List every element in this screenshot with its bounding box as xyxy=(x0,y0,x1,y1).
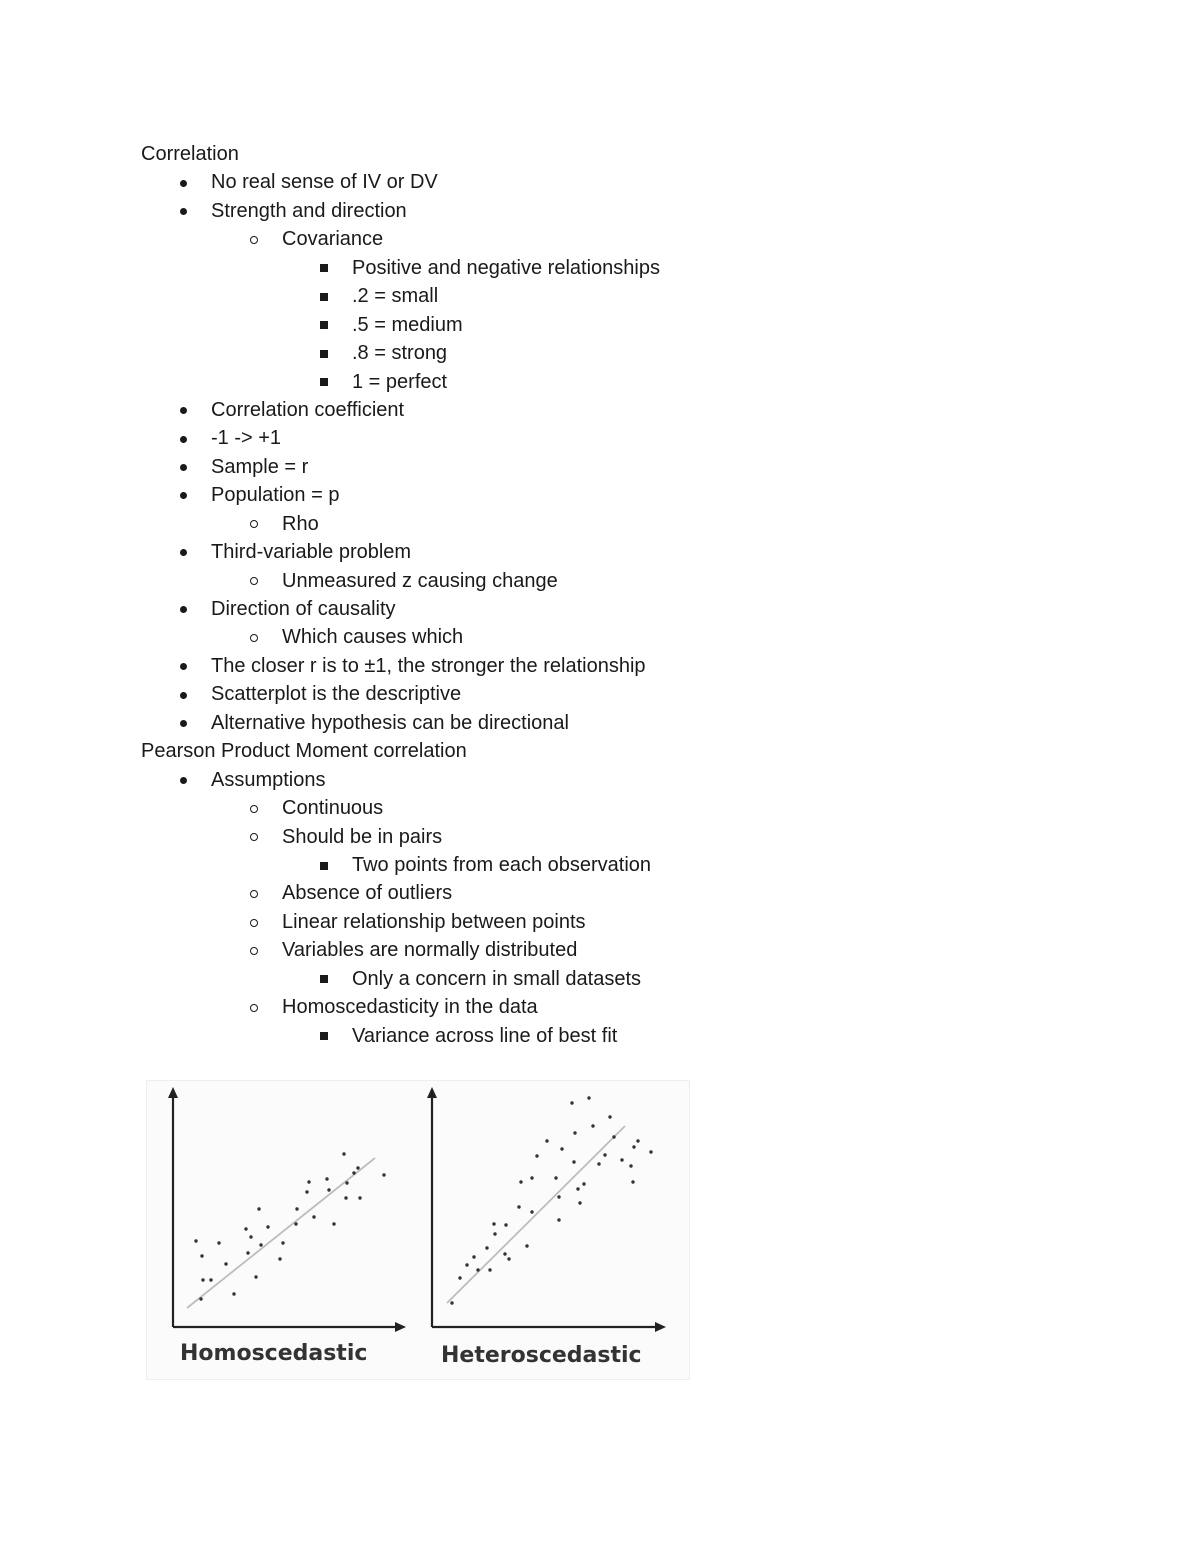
right-point xyxy=(608,1115,611,1118)
list-item xyxy=(141,623,841,651)
list-item xyxy=(141,311,841,339)
list-item xyxy=(141,794,841,822)
left-point xyxy=(254,1275,257,1278)
right-point xyxy=(597,1162,600,1165)
right-point xyxy=(578,1201,581,1204)
list-item-text: .2 = small xyxy=(352,285,439,308)
disc-bullet-icon xyxy=(173,538,193,566)
circle-bullet-icon xyxy=(244,936,264,964)
left-point xyxy=(217,1241,220,1244)
right-point xyxy=(545,1139,548,1142)
list-item-text: 1 = perfect xyxy=(352,370,448,393)
right-point xyxy=(530,1176,533,1179)
list-item xyxy=(141,709,841,737)
circle-bullet-icon xyxy=(244,823,264,851)
list-item xyxy=(141,396,841,424)
left-point xyxy=(382,1173,385,1176)
left-point xyxy=(352,1171,355,1174)
right-point xyxy=(557,1218,560,1221)
left-point xyxy=(312,1215,315,1218)
list-item-text: Unmeasured z causing change xyxy=(282,569,558,592)
left-point xyxy=(249,1235,252,1238)
right-point xyxy=(504,1223,507,1226)
right-point xyxy=(493,1232,496,1235)
right-point xyxy=(472,1255,475,1258)
list-item xyxy=(141,652,841,680)
left-caption: Homoscedastic xyxy=(180,1341,368,1366)
square-bullet-icon xyxy=(314,851,334,879)
right-point xyxy=(503,1252,506,1255)
list-item-text: -1 -> +1 xyxy=(211,427,282,450)
list-item xyxy=(141,908,841,936)
section-heading xyxy=(141,737,841,765)
right-point xyxy=(636,1139,639,1142)
list-item xyxy=(141,453,841,481)
right-point xyxy=(530,1210,533,1213)
left-point xyxy=(358,1196,361,1199)
list-item xyxy=(141,936,841,964)
right-point xyxy=(476,1268,479,1271)
right-point xyxy=(517,1205,520,1208)
left-point xyxy=(266,1225,269,1228)
right-caption: Heteroscedastic xyxy=(441,1343,642,1368)
left-point xyxy=(224,1262,227,1265)
list-item-text: Variance across line of best fit xyxy=(352,1024,618,1047)
list-item-text: Should be in pairs xyxy=(282,825,443,848)
right-point xyxy=(587,1096,590,1099)
left-point xyxy=(244,1227,247,1230)
list-item-text: Which causes which xyxy=(282,626,464,649)
left-y-arrow-icon xyxy=(168,1087,178,1098)
right-point xyxy=(525,1244,528,1247)
list-item xyxy=(141,680,841,708)
left-point xyxy=(246,1251,249,1254)
disc-bullet-icon xyxy=(173,481,193,509)
right-point xyxy=(612,1135,615,1138)
left-point xyxy=(199,1297,202,1300)
list-item xyxy=(141,567,841,595)
circle-bullet-icon xyxy=(244,510,264,538)
right-point xyxy=(603,1153,606,1156)
disc-bullet-icon xyxy=(173,680,193,708)
right-point xyxy=(632,1145,635,1148)
left-point xyxy=(305,1190,308,1193)
list-item-text: Sample = r xyxy=(211,455,309,478)
left-point xyxy=(278,1257,281,1260)
list-item-text: Positive and negative relationships xyxy=(352,256,660,279)
left-point xyxy=(209,1278,212,1281)
list-item-text: .5 = medium xyxy=(352,313,463,336)
right-point xyxy=(572,1160,575,1163)
disc-bullet-icon xyxy=(173,766,193,794)
left-panel xyxy=(168,1087,406,1366)
list-item-text: No real sense of IV or DV xyxy=(211,171,438,194)
right-x-arrow-icon xyxy=(655,1322,666,1332)
list-item xyxy=(141,1022,841,1050)
left-point xyxy=(232,1292,235,1295)
left-point xyxy=(325,1177,328,1180)
circle-bullet-icon xyxy=(244,567,264,595)
right-point xyxy=(582,1182,585,1185)
left-x-arrow-icon xyxy=(395,1322,406,1332)
disc-bullet-icon xyxy=(173,652,193,680)
list-item xyxy=(141,225,841,253)
list-item-text: Direction of causality xyxy=(211,598,396,620)
list-item xyxy=(141,510,841,538)
disc-bullet-icon xyxy=(173,595,193,623)
list-item-text: Pearson Product Moment correlation xyxy=(141,740,467,763)
list-item-text: Variables are normally distributed xyxy=(282,939,578,962)
circle-bullet-icon xyxy=(244,993,264,1021)
right-point xyxy=(450,1301,453,1304)
list-item xyxy=(141,965,841,993)
square-bullet-icon xyxy=(314,965,334,993)
list-item-text: Assumptions xyxy=(211,768,326,791)
list-item-text: Continuous xyxy=(282,797,384,820)
left-point xyxy=(201,1278,204,1281)
list-item-text: The closer r is to ±1, the stronger the relationship xyxy=(211,654,646,677)
right-point xyxy=(576,1187,579,1190)
left-point xyxy=(295,1207,298,1210)
list-item-text: Rho xyxy=(282,512,319,535)
left-point xyxy=(200,1254,203,1257)
square-bullet-icon xyxy=(314,368,334,396)
disc-bullet-icon xyxy=(173,709,193,737)
right-point xyxy=(458,1276,461,1279)
left-point xyxy=(327,1188,330,1191)
right-point xyxy=(557,1195,560,1198)
list-item xyxy=(141,168,841,196)
list-item xyxy=(141,254,841,282)
left-fit-line xyxy=(187,1158,375,1308)
list-item-text: Scatterplot is the descriptive xyxy=(211,683,462,706)
list-item xyxy=(141,851,841,879)
list-item xyxy=(141,368,841,396)
left-point xyxy=(194,1239,197,1242)
scatterplot-svg xyxy=(147,1081,689,1379)
list-item xyxy=(141,595,841,623)
disc-bullet-icon xyxy=(173,396,193,424)
left-point xyxy=(345,1181,348,1184)
left-point xyxy=(342,1152,345,1155)
square-bullet-icon xyxy=(314,311,334,339)
list-item xyxy=(141,481,841,509)
right-point xyxy=(492,1222,495,1225)
list-item-text: Correlation coefficient xyxy=(211,398,405,421)
square-bullet-icon xyxy=(314,254,334,282)
right-point xyxy=(629,1164,632,1167)
list-item xyxy=(141,424,841,452)
list-item-text: Third-variable problem xyxy=(211,541,412,564)
right-point xyxy=(554,1176,557,1179)
right-panel xyxy=(427,1087,666,1368)
list-item-text: .8 = strong xyxy=(352,342,448,365)
list-item xyxy=(141,823,841,851)
list-item xyxy=(141,538,841,566)
list-item-text: Two points from each observation xyxy=(352,853,652,876)
section-heading xyxy=(141,140,841,168)
notes-outline xyxy=(141,140,841,1050)
list-item-text: Linear relationship between points xyxy=(282,910,586,933)
list-item-text: Covariance xyxy=(282,228,384,251)
right-point xyxy=(570,1101,573,1104)
document-body xyxy=(141,140,841,1050)
list-item-text: Only a concern in small datasets xyxy=(352,967,642,990)
right-y-arrow-icon xyxy=(427,1087,437,1098)
list-item xyxy=(141,197,841,225)
right-point xyxy=(485,1246,488,1249)
right-fit-line xyxy=(447,1126,625,1303)
right-point xyxy=(507,1257,510,1260)
right-point xyxy=(573,1131,576,1134)
list-item xyxy=(141,879,841,907)
right-point xyxy=(620,1158,623,1161)
list-item-text: Correlation xyxy=(141,143,239,165)
disc-bullet-icon xyxy=(173,197,193,225)
circle-bullet-icon xyxy=(244,794,264,822)
right-point xyxy=(488,1268,491,1271)
left-point xyxy=(356,1166,359,1169)
left-point xyxy=(332,1222,335,1225)
square-bullet-icon xyxy=(314,1022,334,1050)
right-point xyxy=(560,1147,563,1150)
list-item-text: Absence of outliers xyxy=(282,882,453,905)
disc-bullet-icon xyxy=(173,424,193,452)
right-point xyxy=(631,1180,634,1183)
left-point xyxy=(294,1222,297,1225)
list-item-text: Alternative hypothesis can be directional xyxy=(211,711,569,734)
list-item xyxy=(141,339,841,367)
list-item xyxy=(141,282,841,310)
disc-bullet-icon xyxy=(173,453,193,481)
right-point xyxy=(649,1150,652,1153)
right-point xyxy=(519,1180,522,1183)
right-point xyxy=(591,1124,594,1127)
list-item-text: Homoscedasticity in the data xyxy=(282,996,538,1019)
left-point xyxy=(257,1207,260,1210)
left-point xyxy=(307,1180,310,1183)
list-item-text: Population = p xyxy=(211,484,340,507)
left-point xyxy=(259,1243,262,1246)
list-item xyxy=(141,993,841,1021)
left-point xyxy=(281,1241,284,1244)
circle-bullet-icon xyxy=(244,908,264,936)
list-item xyxy=(141,766,841,794)
list-item-text: Strength and direction xyxy=(211,199,407,222)
circle-bullet-icon xyxy=(244,879,264,907)
circle-bullet-icon xyxy=(244,623,264,651)
square-bullet-icon xyxy=(314,282,334,310)
scatterplot-figure xyxy=(146,1080,690,1380)
right-point xyxy=(535,1154,538,1157)
disc-bullet-icon xyxy=(173,168,193,196)
left-point xyxy=(344,1196,347,1199)
circle-bullet-icon xyxy=(244,225,264,253)
square-bullet-icon xyxy=(314,339,334,367)
right-point xyxy=(465,1263,468,1266)
